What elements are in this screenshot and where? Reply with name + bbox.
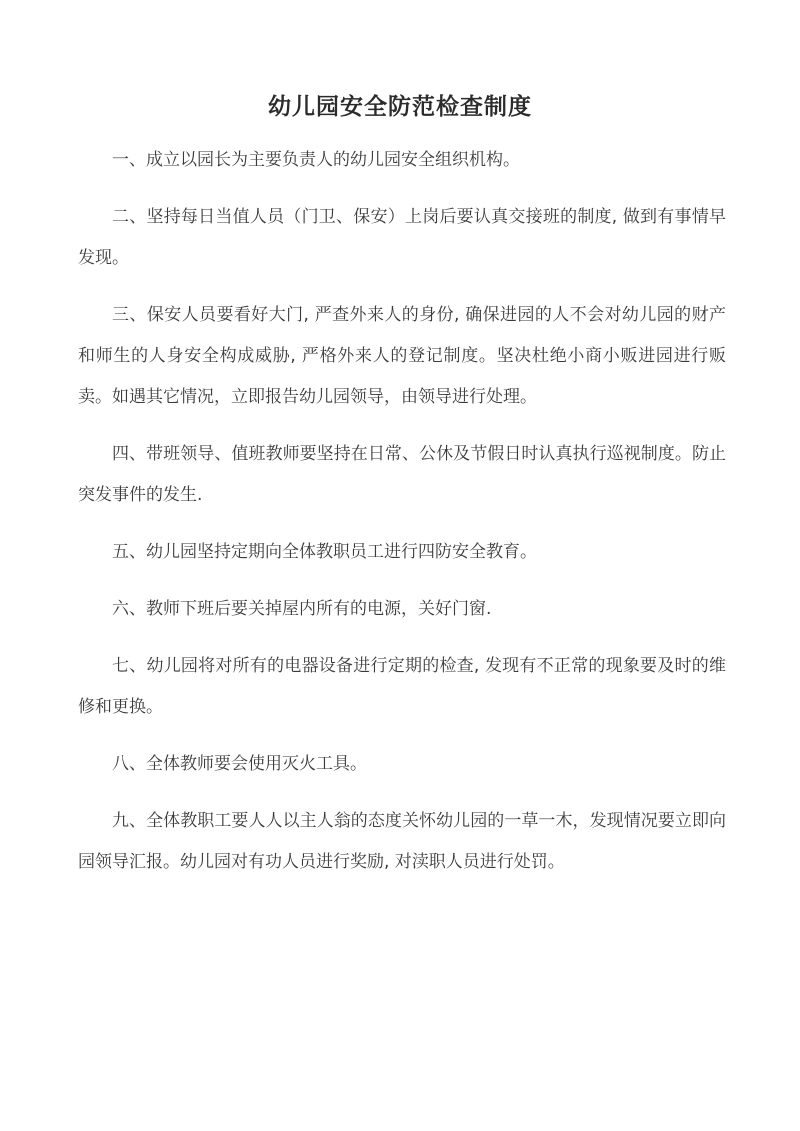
document-title: 幼儿园安全防范检查制度 xyxy=(268,94,532,120)
document-body xyxy=(78,140,726,899)
rule-paragraph-7: 七、幼儿园将对所有的电器设备进行定期的检查, 发现有不正常的现象要及时的维修和更换。 xyxy=(78,656,726,717)
rule-paragraph-3: 三、保安人员要看好大门, 严查外来人的身份, 确保进园的人不会对幼儿园的财产和师生的人身安全构成威胁, 严格外来人的登记制度。坚决杜绝小商小贩进园进行贩卖。如遇其它情况，立即报告幼儿园领导，由领导进行处理。 xyxy=(78,305,726,407)
rule-paragraph-9: 九、全体教职工要人人以主人翁的态度关怀幼儿园的一草一木，发现情况要立即向园领导汇报。幼儿园对有功人员进行奖励, 对渎职人员进行处罚。 xyxy=(78,811,726,872)
rule-paragraph-1: 一、成立以园长为主要负责人的幼儿园安全组织机构。 xyxy=(112,150,520,170)
rule-paragraph-6: 六、教师下班后要关掉屋内所有的电源，关好门窗. xyxy=(112,599,492,619)
rule-paragraph-4: 四、带班领导、值班教师要坚持在日常、公休及节假日时认真执行巡视制度。防止突发事件的发生. xyxy=(78,444,726,505)
rule-paragraph-5: 五、幼儿园坚持定期向全体教职员工进行四防安全教育。 xyxy=(112,542,537,562)
rule-paragraph-8: 八、全体教师要会使用灭火工具。 xyxy=(112,754,367,774)
rule-paragraph-2: 二、坚持每日当值人员（门卫、保安）上岗后要认真交接班的制度, 做到有事情早发现。 xyxy=(78,207,726,268)
